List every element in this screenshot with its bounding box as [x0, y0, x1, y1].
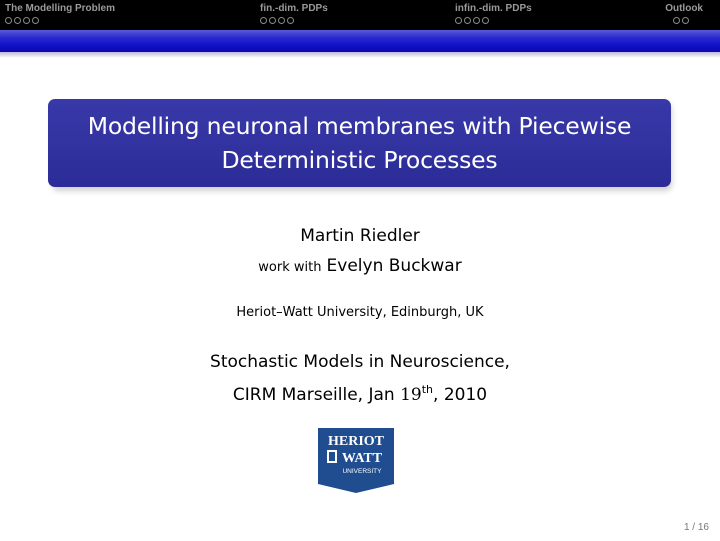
event-name: Stochastic Models in Neuroscience,: [210, 352, 510, 372]
nav-dot[interactable]: [260, 17, 267, 24]
navigation-bar: [0, 0, 720, 30]
nav-dot[interactable]: [14, 17, 21, 24]
event-day: 19: [400, 385, 422, 405]
nav-dot[interactable]: [23, 17, 30, 24]
event-day-suffix: th: [421, 383, 434, 396]
institute: Heriot–Watt University, Edinburgh, UK: [236, 305, 484, 320]
nav-section-modelling-problem[interactable]: The Modelling Problem: [5, 3, 116, 14]
nav-dot[interactable]: [5, 17, 12, 24]
nav-dot[interactable]: [287, 17, 294, 24]
logo-crest-inner: [329, 452, 335, 461]
event-year: , 2010: [433, 385, 488, 405]
logo-text-heriot: HERIOT: [327, 434, 385, 449]
nav-dot[interactable]: [32, 17, 39, 24]
nav-dots-modelling-problem: [5, 17, 39, 24]
coauthor-prefix: work with: [258, 260, 322, 275]
page-number: 1 / 16: [683, 522, 709, 533]
nav-dot[interactable]: [482, 17, 489, 24]
coauthor-name: Evelyn Buckwar: [326, 256, 462, 276]
nav-section-outlook[interactable]: Outlook: [665, 3, 703, 14]
nav-dots-outlook: [673, 17, 689, 24]
logo-text-university: UNIVERSITY: [342, 468, 382, 475]
nav-dot[interactable]: [269, 17, 276, 24]
nav-dot[interactable]: [473, 17, 480, 24]
heriot-watt-logo: [318, 428, 394, 493]
event-location: CIRM Marseille, Jan: [232, 385, 395, 405]
header-band-shadow: [0, 52, 720, 58]
nav-dots-fin-dim-pdps: [260, 17, 294, 24]
nav-section-infin-dim-pdps[interactable]: infin.-dim. PDPs: [455, 3, 532, 14]
coauthor-line: [0, 256, 720, 276]
nav-dot[interactable]: [673, 17, 680, 24]
header-band: [0, 30, 720, 52]
author-name: Martin Riedler: [300, 226, 420, 246]
nav-section-fin-dim-pdps[interactable]: fin.-dim. PDPs: [260, 3, 328, 14]
nav-dot[interactable]: [464, 17, 471, 24]
title-box: [48, 99, 671, 187]
nav-dot[interactable]: [682, 17, 689, 24]
nav-dot[interactable]: [278, 17, 285, 24]
logo-text-watt: WATT: [341, 451, 383, 466]
event-location-date: [0, 376, 720, 409]
presentation-title: Modelling neuronal membranes with Piecewise Deterministic Processes: [87, 112, 632, 174]
event-info: [0, 349, 720, 409]
nav-dots-infin-dim-pdps: [455, 17, 489, 24]
nav-dot[interactable]: [455, 17, 462, 24]
